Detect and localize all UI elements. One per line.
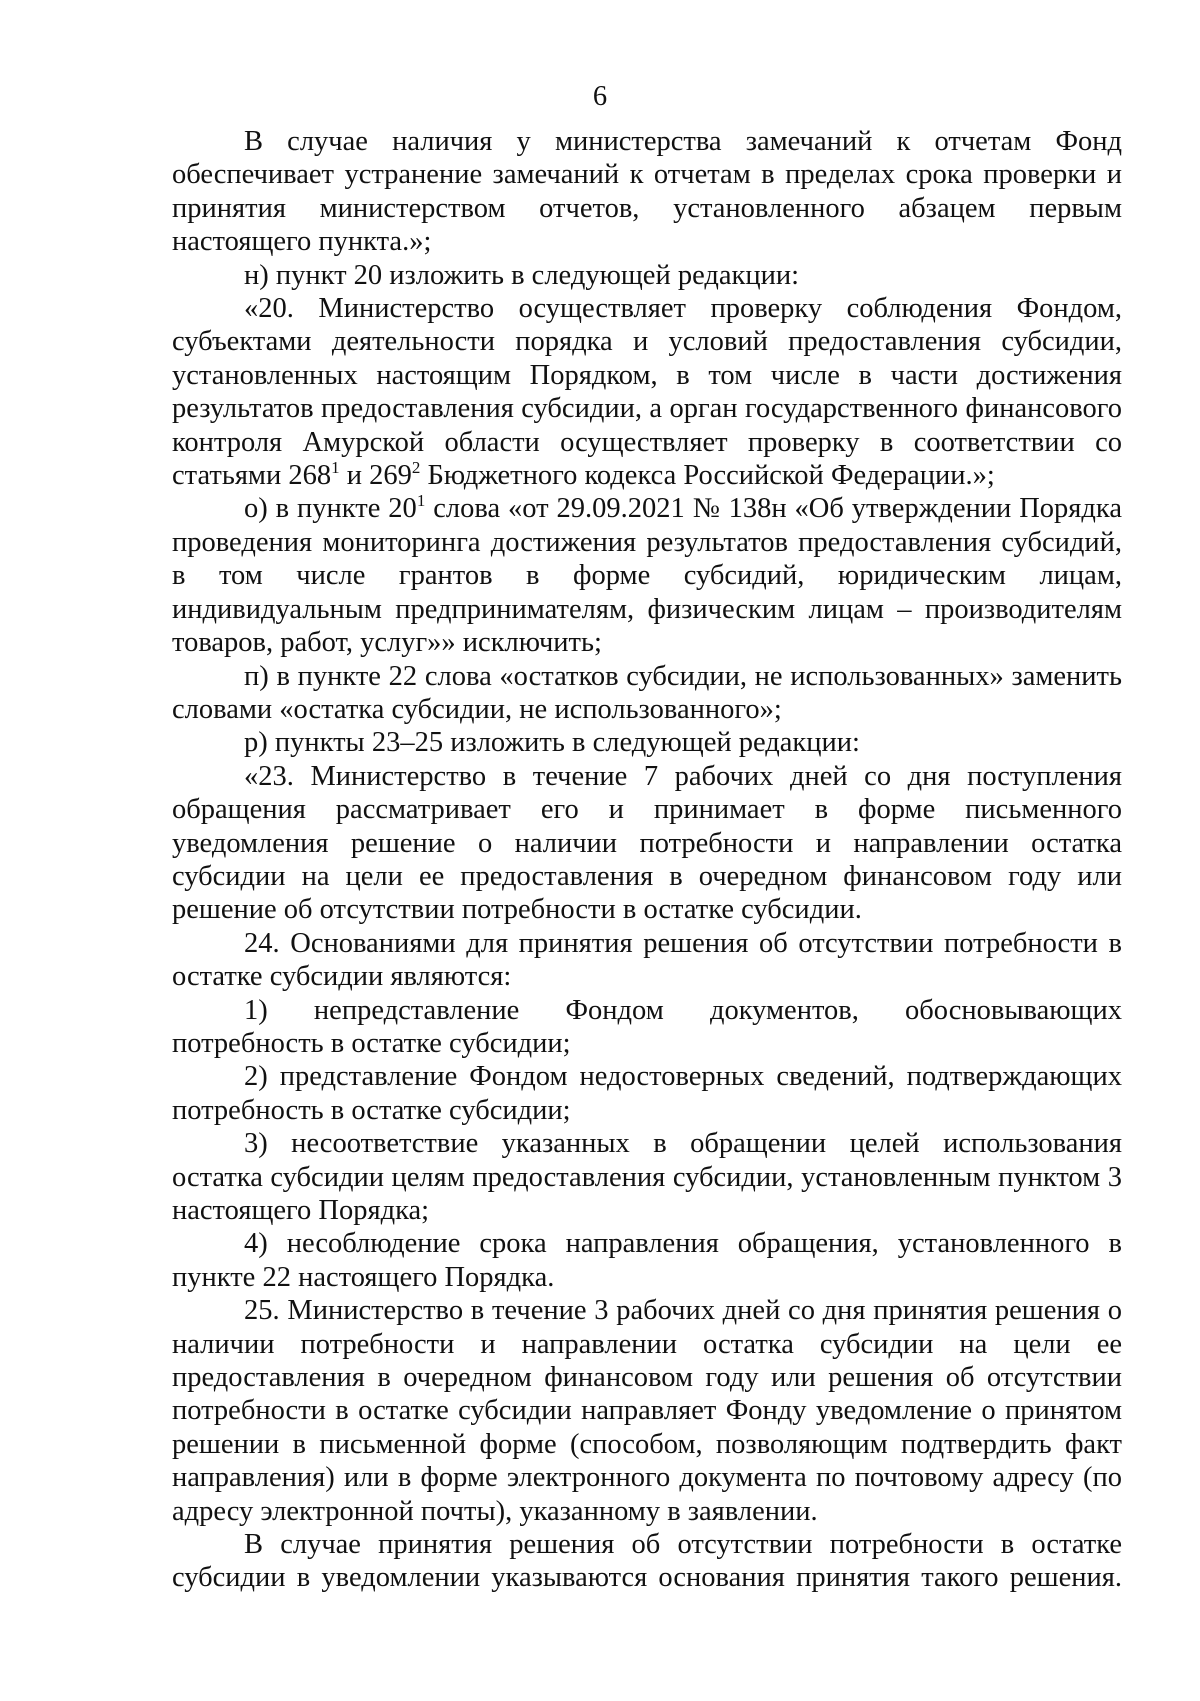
paragraph-p4: о) в пункте $20^1$ слова «от 29.09.2021 № 138н «Об утверждении Порядка проведения мониторинга достижения результатов предоставления субсидий, в том числе грантов в форме субсидий, юридическим лицам, индивидуальным предпринимателям, физическим лицам – производителям товаров, работ, услуг»» исключить; xyxy=(172,491,1122,659)
page-number: 6 xyxy=(592,81,608,112)
paragraph-p8: 24. Основаниями для принятия решения об отсутствии потребности в остатке субсидии являются: xyxy=(172,927,1122,993)
paragraph-p7: «23. Министерство в течение 7 рабочих дней со дня поступления обращения рассматривает его и принимает в форме письменного уведомления решение о наличии потребности и направлении остатка субсидии на цели ее предоставления в очередном финансовом году или решение об отсутствии потребности в остатке субсидии. xyxy=(172,760,1122,926)
paragraph-p13: 25. Министерство в течение 3 рабочих дней со дня принятия решения о наличии потребности и направлении остатка субсидии на цели ее предоставления в очередном финансовом году или решения об отсутствии потребности в остатке субсидии направляет Фонду уведомление о принятом решении в письменной форме (способом, позволяющим подтвердить факт направления) или в форме электронного документа по почтовому адресу (по адресу электронной почты), указанному в заявлении. xyxy=(172,1295,1122,1527)
paragraph-p10: 2) представление Фондом недостоверных сведений, подтверждающих потребность в остатке субсидии; xyxy=(172,1061,1122,1126)
paragraph-p3: «20. Министерство осуществляет проверку соблюдения Фондом, субъектами деятельности порядка и условий предоставления субсидии, установленных настоящим Порядком, в том числе в части достижения результатов предоставления субсидии, а орган государственного финансового контроля Амурской области осуществляет проверку в соответствии со статьями $268^1$ и $269^2$ Бюджетного кодекса Российской Федерации.»; xyxy=(172,293,1122,492)
paragraph-p12: 4) несоблюдение срока направления обращения, установленного в пункте 22 настоящего Порядка. xyxy=(172,1228,1122,1293)
document-body xyxy=(172,125,1122,1595)
paragraph-p1: В случае наличия у министерства замечаний к отчетам Фонд обеспечивает устранение замечаний к отчетам в пределах срока проверки и принятия министерством отчетов, установленного абзацем первым настоящего пункта.»; xyxy=(172,126,1122,258)
paragraph-p2: н) пункт 20 изложить в следующей редакции: xyxy=(244,259,800,291)
paragraph-p11: 3) несоответствие указанных в обращении целей использования остатка субсидии целям предоставления субсидии, установленным пунктом 3 настоящего Порядка; xyxy=(172,1128,1122,1226)
paragraph-p14: В случае принятия решения об отсутствии потребности в остатке субсидии в уведомлении указываются основания принятия такого решения. xyxy=(172,1529,1122,1594)
paragraph-p9: 1) непредставление Фондом документов, обосновывающих потребность в остатке субсидии; xyxy=(172,994,1122,1059)
paragraph-p6: р) пункты 23–25 изложить в следующей редакции: xyxy=(244,727,860,759)
paragraph-p5: п) в пункте 22 слова «остатков субсидии, не использованных» заменить словами «остатка субсидии, не использованного»; xyxy=(172,660,1122,725)
